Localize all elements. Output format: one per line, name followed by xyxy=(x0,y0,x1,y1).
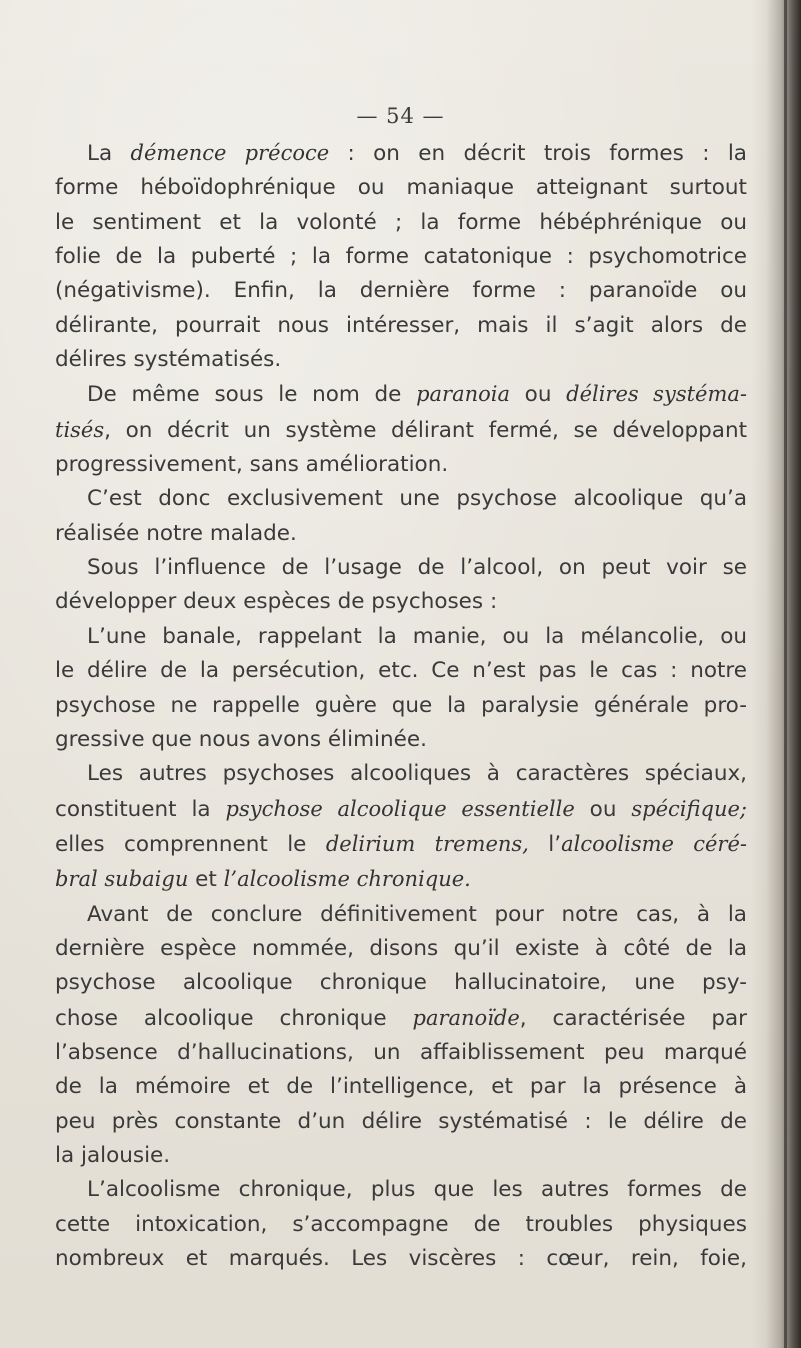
text-line xyxy=(55,309,747,343)
text-run: C’est donc exclusivement une psychose alcoolique qu’a xyxy=(87,486,747,512)
text-run: chose alcoolique chronique xyxy=(55,1005,413,1031)
text-line xyxy=(55,723,747,757)
text-line xyxy=(55,413,747,448)
page-number: — 54 — xyxy=(356,104,445,128)
text-line xyxy=(55,689,747,723)
text-run: le délire de la persécution, etc. Ce n’est pas le cas : notre xyxy=(55,658,747,684)
text-run: forme hébo xyxy=(55,175,195,201)
text-run: psychose ne rappelle guère que la paralysie générale pro- xyxy=(55,692,747,718)
body-text xyxy=(55,136,747,1276)
text-run: et xyxy=(188,867,224,893)
text-line xyxy=(55,585,747,619)
text-line xyxy=(55,448,747,482)
text-run: ou xyxy=(574,796,632,822)
text-line xyxy=(55,1208,747,1242)
text-line xyxy=(55,862,747,897)
text-line xyxy=(55,206,747,240)
text-run: La xyxy=(87,141,131,166)
text-line xyxy=(55,827,747,862)
page-edge-binding xyxy=(784,0,787,1348)
text-line xyxy=(55,932,747,966)
text-run: constituent la xyxy=(55,796,226,822)
text-line xyxy=(55,551,747,585)
text-run: nombreux et marqués. Les viscères : cœur, rein, foie, xyxy=(55,1246,747,1271)
text-line xyxy=(55,1105,747,1139)
text-line xyxy=(55,1173,747,1207)
text-run: réalisée notre malade. xyxy=(55,520,297,546)
text-run: , caractérisée par xyxy=(519,1005,748,1031)
text-line xyxy=(55,620,747,654)
text-line xyxy=(55,654,747,688)
text-run: délires systématisés. xyxy=(55,347,282,373)
text-line xyxy=(55,240,747,274)
text-run: la jalousie. xyxy=(55,1142,171,1168)
text-line xyxy=(55,792,747,827)
text-run: développer deux espèces de psychoses : xyxy=(55,589,498,615)
text-line xyxy=(55,966,747,1000)
text-run: peu près constante d’un délire systématisé : le délire de xyxy=(55,1108,747,1134)
text-run: , on décrit un système délirant fermé, se développant xyxy=(104,417,747,443)
text-run: ou xyxy=(510,382,567,408)
text-run: elles comprennent le xyxy=(55,831,326,857)
text-line xyxy=(55,1242,747,1276)
text-run: l’absence d’hallucinations, un affaiblissement peu marqué xyxy=(55,1039,747,1065)
italic-text: spécifique; xyxy=(631,796,747,821)
text-run: l’ xyxy=(528,831,562,857)
text-run: le sentiment et la volonté ; la forme hébéphrénique ou xyxy=(55,209,747,235)
italic-text: bral subaigu xyxy=(55,867,189,892)
text-run: psychose alcoolique chronique hallucinatoire, une psy- xyxy=(55,970,747,996)
italic-text: alcoolisme céré- xyxy=(561,831,747,856)
italic-text: psychose alcoolique essentielle xyxy=(225,796,575,821)
text-run: Avant de conclure définitivement pour notre cas, à la xyxy=(87,901,747,927)
italic-text: paranoia xyxy=(416,382,511,407)
text-run: de la mémoire et de l’intelligence, et par la présence à xyxy=(55,1074,747,1100)
italic-text: tisés xyxy=(55,417,105,442)
text-run: délirante, pourrait nous intéresser, mais il s’agit alors de xyxy=(55,312,747,338)
text-line xyxy=(55,377,747,412)
text-line xyxy=(55,517,747,551)
text-run: gressive que nous avons éliminée. xyxy=(55,726,427,752)
text-line xyxy=(55,898,747,932)
text-line xyxy=(55,136,747,171)
text-line xyxy=(55,1139,747,1173)
text-line xyxy=(55,171,747,205)
page-edge-shadow xyxy=(751,0,801,1348)
text-run: dernière espèce nommée, disons qu’il existe à côté de la xyxy=(55,935,747,961)
text-run: L’une banale, rappelant la manie, ou la mélancolie, ou xyxy=(87,623,747,649)
text-line xyxy=(55,343,747,377)
italic-text: démence précoce xyxy=(130,141,330,165)
text-run: Les autres psychoses alcooliques à caractères spéciaux, xyxy=(87,761,747,787)
text-line xyxy=(55,274,747,308)
text-run: folie de la puberté ; la forme catatonique : psychomotrice xyxy=(55,244,747,270)
text-run: cette intoxication, s’accompagne de troubles physiques xyxy=(55,1211,747,1237)
text-line xyxy=(55,1001,747,1036)
text-run: De même sous le nom de xyxy=(87,382,417,408)
text-run: (négativisme). Enfin, la dernière forme : paranoïde ou xyxy=(55,278,747,304)
italic-text: paranoïde xyxy=(412,1005,520,1030)
text-run: : on en décrit trois formes : la xyxy=(329,141,747,166)
italic-text: délires systéma- xyxy=(566,382,747,407)
text-run: L’alcoolisme chronique, plus que les autres formes de xyxy=(87,1177,747,1203)
italic-text: l’alcoolisme chronique. xyxy=(223,867,471,892)
text-run: progressivement, sans amélioration. xyxy=(55,452,449,478)
text-line xyxy=(55,757,747,791)
text-run: ïdophrénique ou maniaque atteignant surtout xyxy=(194,175,747,201)
italic-text: delirium tremens, xyxy=(325,831,529,856)
text-run: Sous l’influence de l’usage de l’alcool, on peut voir se xyxy=(87,555,747,581)
text-line xyxy=(55,1036,747,1070)
text-line xyxy=(55,1070,747,1104)
text-line xyxy=(55,482,747,516)
